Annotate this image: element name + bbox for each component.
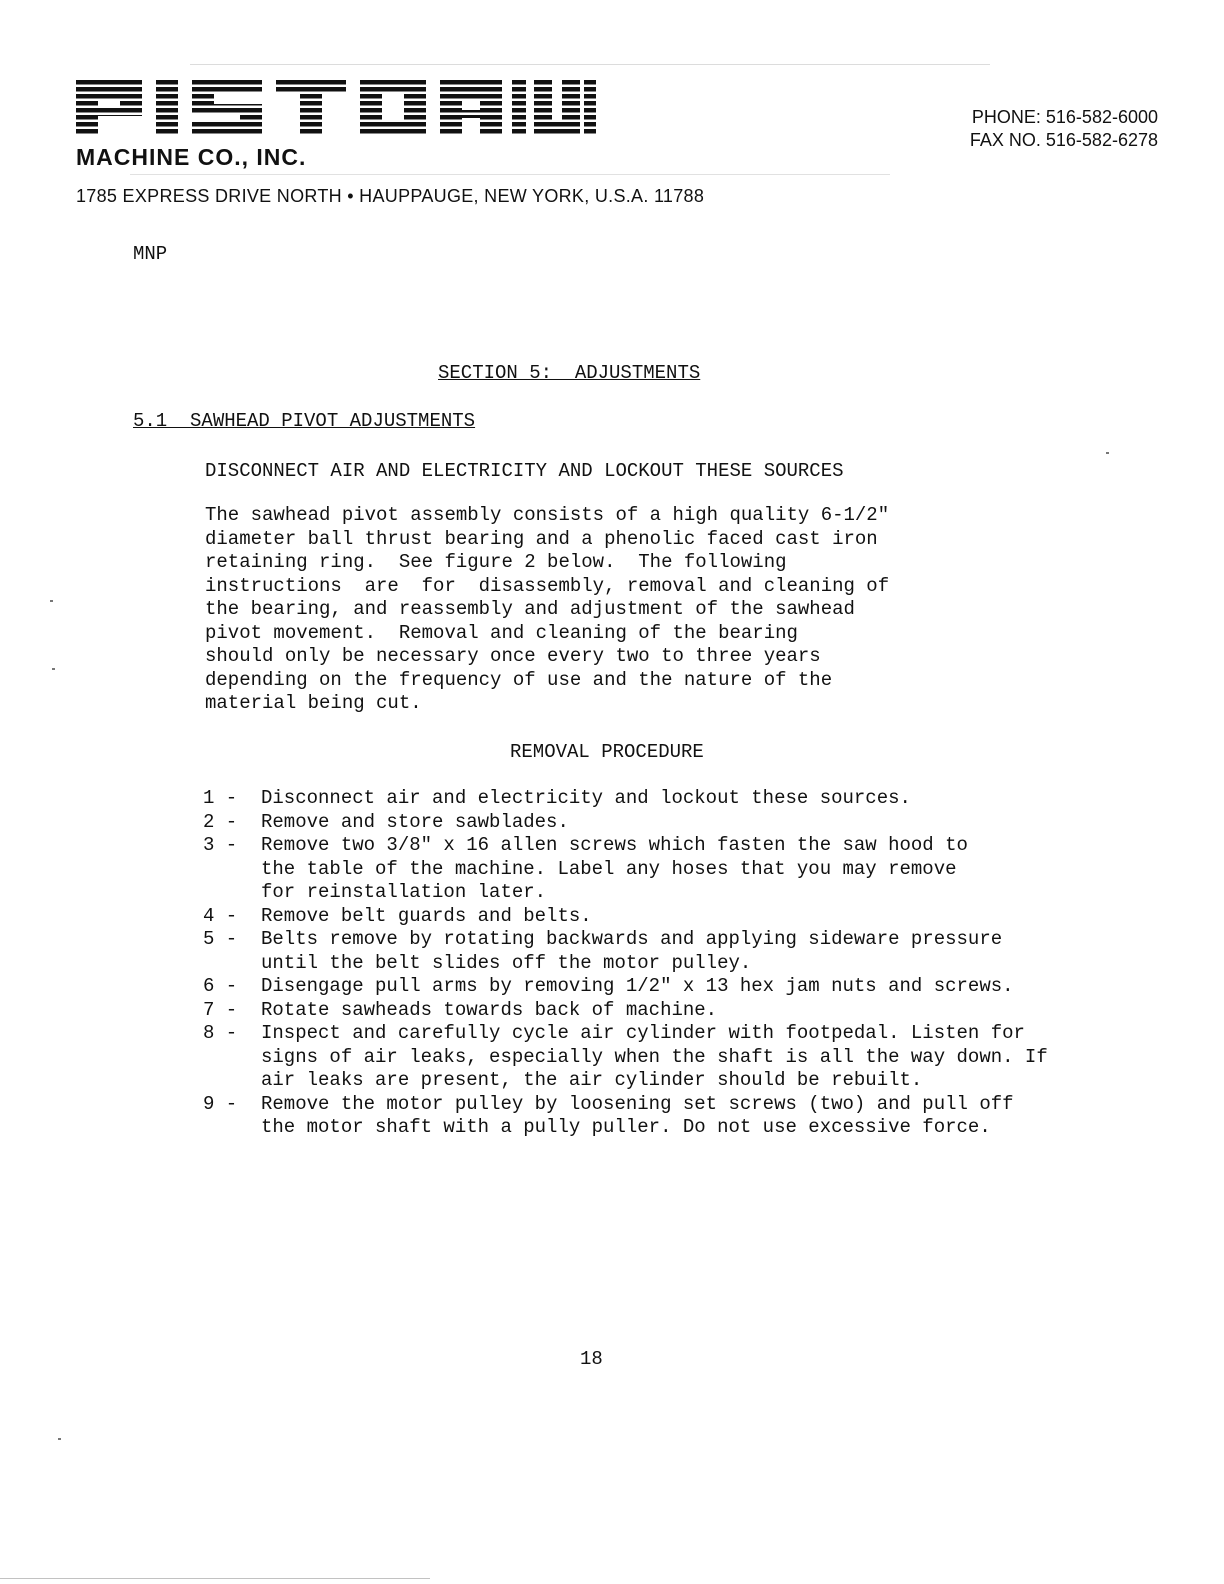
scan-artifact-line: [190, 64, 990, 65]
procedure-heading: REMOVAL PROCEDURE: [510, 741, 704, 763]
intro-line: instructions are for disassembly, removal and cleaning of: [205, 574, 890, 597]
procedure-step: [203, 928, 1083, 975]
step-number: 3 -: [203, 834, 238, 856]
step-text: Disconnect air and electricity and lockout these sources.: [261, 787, 911, 809]
intro-paragraph: [205, 504, 1085, 716]
step-text: Belts remove by rotating backwards and applying sideware pressure until the belt slides off the motor pulley.: [261, 928, 1003, 974]
intro-line: should only be necessary once every two to three years: [205, 645, 821, 667]
step-text: Inspect and carefully cycle air cylinder with footpedal. Listen for signs of air leaks, especially when the shaft is all the way down. If air leaks are present, the air cylinder should be rebuilt.: [261, 1022, 1048, 1091]
step-number: 2 -: [203, 810, 238, 833]
procedure-step: [203, 999, 1083, 1023]
document-id: MNP: [133, 243, 168, 265]
scan-artifact-line: [130, 174, 890, 175]
intro-line: pivot movement. Removal and cleaning of the bearing: [205, 621, 798, 644]
contact-block: [900, 106, 1158, 152]
company-address: 1785 EXPRESS DRIVE NORTH • HAUPPAUGE, NEW YORK, U.S.A. 11788: [76, 186, 705, 206]
procedure-step: [203, 811, 1083, 835]
intro-line: retaining ring. See figure 2 below. The following: [205, 551, 787, 573]
procedure-step: [203, 975, 1083, 999]
scan-speck: [52, 668, 55, 670]
step-number: 4 -: [203, 904, 238, 927]
company-subname: MACHINE CO., INC.: [76, 144, 307, 170]
step-number: 6 -: [203, 975, 238, 997]
procedure-steps-list: [203, 787, 1083, 1140]
intro-line: depending on the frequency of use and the nature of the: [205, 668, 833, 691]
subsection-title: 5.1 SAWHEAD PIVOT ADJUSTMENTS: [133, 410, 476, 432]
fax-number: FAX NO. 516-582-6278: [969, 130, 1158, 150]
company-logo: [76, 80, 596, 136]
intro-line: the bearing, and reassembly and adjustment of the sawhead: [205, 598, 855, 620]
intro-line: diameter ball thrust bearing and a phenolic faced cast iron: [205, 527, 878, 550]
step-text: Rotate sawheads towards back of machine.: [261, 998, 718, 1021]
step-number: 9 -: [203, 1092, 238, 1115]
intro-line: material being cut.: [205, 692, 422, 714]
page-number: 18: [580, 1348, 603, 1370]
step-number: 1 -: [203, 787, 238, 809]
step-text: Remove belt guards and belts.: [261, 904, 592, 927]
step-number: 5 -: [203, 928, 238, 950]
step-number: 8 -: [203, 1022, 238, 1044]
intro-line: The sawhead pivot assembly consists of a high quality 6-1/2": [205, 504, 890, 526]
phone-number: PHONE: 516-582-6000: [971, 107, 1158, 127]
safety-warning: DISCONNECT AIR AND ELECTRICITY AND LOCKOUT THESE SOURCES: [205, 460, 844, 482]
scan-speck: [50, 600, 53, 602]
scan-speck: [58, 1438, 61, 1440]
procedure-step: [203, 905, 1083, 929]
procedure-step: [203, 1022, 1083, 1093]
step-text: Disengage pull arms by removing 1/2" x 13 hex jam nuts and screws.: [261, 975, 1014, 997]
procedure-step: [203, 787, 1083, 811]
procedure-step: [203, 834, 1083, 905]
section-title: SECTION 5: ADJUSTMENTS: [438, 362, 701, 384]
scan-artifact-line: [0, 1578, 430, 1579]
step-text: Remove and store sawblades.: [261, 810, 569, 833]
procedure-step: [203, 1093, 1083, 1140]
step-number: 7 -: [203, 998, 238, 1021]
step-text: Remove two 3/8" x 16 allen screws which fasten the saw hood to the table of the machine. Label any hoses that you may remove for reinstallation later.: [261, 834, 968, 903]
step-text: Remove the motor pulley by loosening set screws (two) and pull off the motor shaft with a pully puller. Do not use excessive force.: [261, 1092, 1014, 1138]
scan-speck: [1106, 452, 1109, 454]
